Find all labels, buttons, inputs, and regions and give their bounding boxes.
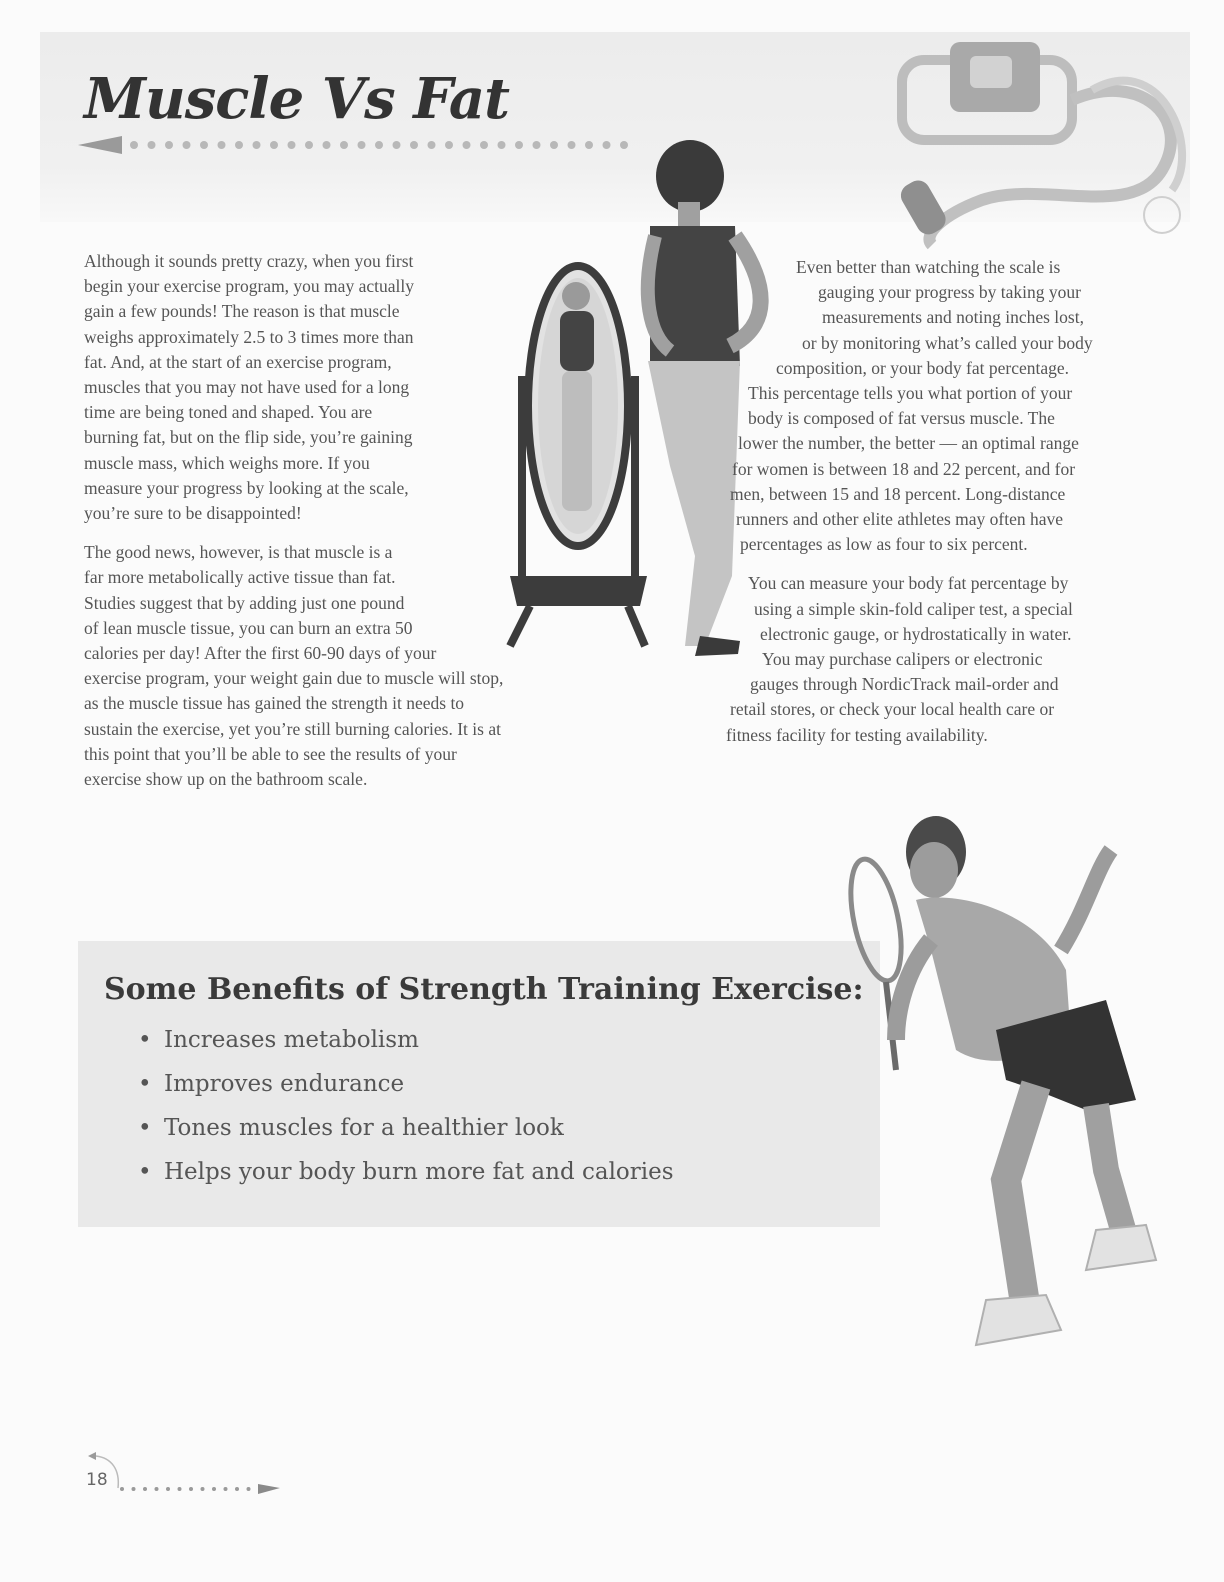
arrow-left-icon xyxy=(88,1452,96,1460)
arrow-left-icon xyxy=(78,136,122,154)
footer-dotted-rule xyxy=(82,1448,292,1508)
list-item: • Tones muscles for a healthier look xyxy=(138,1115,564,1141)
exercise-band-icon xyxy=(862,30,1202,260)
list-item: • Improves endurance xyxy=(138,1071,405,1097)
benefits-list xyxy=(138,1018,674,1194)
arrow-right-icon xyxy=(258,1484,280,1494)
list-item: • Increases metabolism xyxy=(138,1027,419,1053)
left-paragraph: The good news, however, is that muscle is a far more metabolically active tissue than fat. Studies suggest that by adding just one pound of lean muscle tissue, you can burn an extra 50 calories per day! After the first 60-90 days of your exercise program, your weight gain due to muscle will stop, as the muscle tissue has gained the strength it needs to sustain the exercise, yet you’re still burning calories. It is at this point that you’ll be able to see the results of your exercise show up on the bathroom scale. xyxy=(84,542,504,790)
right-paragraph: You can measure your body fat percentage by using a simple skin-fold caliper test, a special electronic gauge, or hydrostatically in water. You may purchase calipers or electronic gauges through NordicTrack mail-order and retail stores, or check your local health care or fitness facility for testing availability. xyxy=(726,573,1073,745)
right-paragraph: Even better than watching the scale is gauging your progress by taking your measurements and noting inches lost, or by monitoring what’s called your body composition, or your body fat percentage. This percentage tells you what portion of your body is composed of fat versus muscle. The lower the number, the better — an optimal range for women is between 18 and 22 percent, and for men, between 15 and 18 percent. Long-distance runners and other elite athletes may often have percentages as low as four to six percent. xyxy=(730,257,1093,555)
list-item: • Helps your body burn more fat and calories xyxy=(138,1159,674,1185)
page-number: 18 xyxy=(86,1470,108,1490)
left-column xyxy=(84,249,604,806)
benefits-heading: Some Benefits of Strength Training Exercise: xyxy=(104,972,864,1007)
page-title: Muscle Vs Fat xyxy=(84,66,510,132)
left-paragraph: Although it sounds pretty crazy, when you first begin your exercise program, you may actually gain a few pounds! The reason is that muscle weighs approximately 2.5 to 3 times more than fat. And, at the start of an exercise program, muscles that you may not have used for a long time are being toned and shaped. You are burning fat, but on the flip side, you’re gaining muscle mass, which weighs more. If you measure your progress by looking at the scale, you’re sure to be disappointed! xyxy=(84,251,414,524)
right-column xyxy=(726,255,1156,762)
racquetball-player-photo xyxy=(836,800,1166,1380)
